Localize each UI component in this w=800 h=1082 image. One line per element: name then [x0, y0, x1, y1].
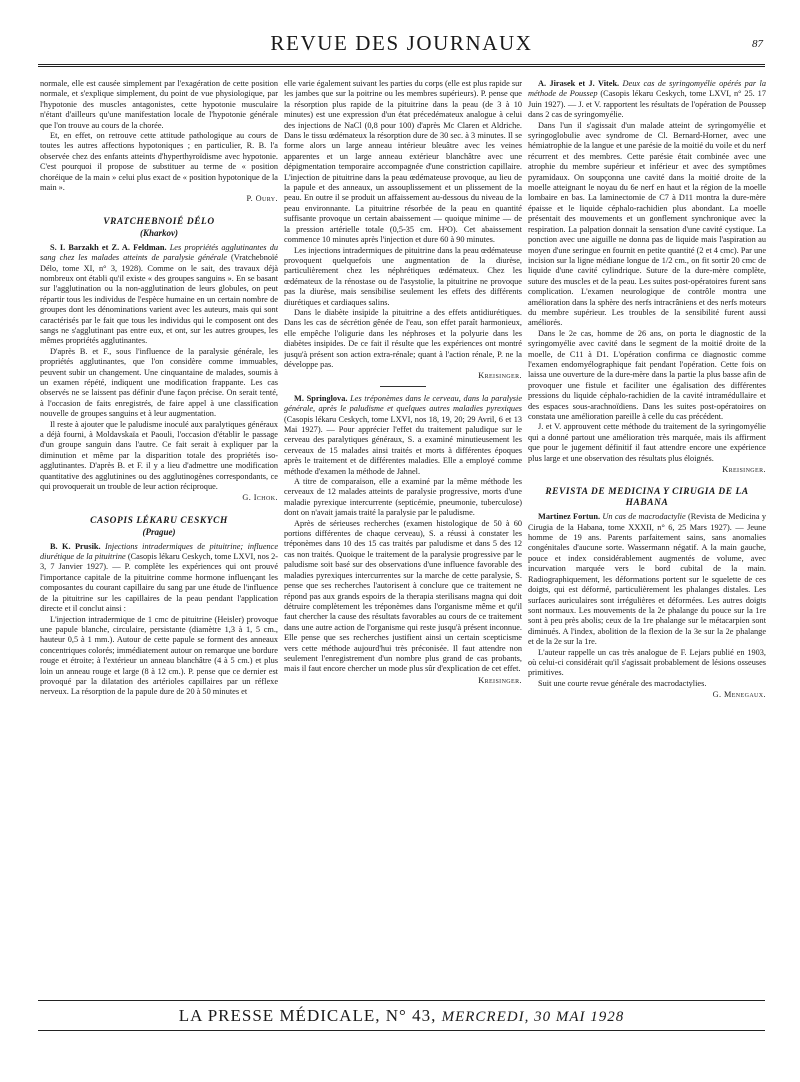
article-reference: (Revista de Medicina y Cirugia de la Habana, tome XXXII, n° 6, 25 Mars 1927). [528, 512, 766, 532]
article-body: — Pour apprécier l'effet du traitement paludique sur le cerveau des paralytiques généraux, S. a examiné minutieusement les cerveaux de 15 malades ainsi traités et morts à différentes époques après le traitement et de différentes maladies. Elle a employé comme méthode d'examen la méthode de Jahnel. [284, 425, 522, 476]
running-title: REVUE DES JOURNAUX [270, 31, 533, 55]
paragraph: elle varie également suivant les parties du corps (elle est plus rapide sur les jambes que sur la poitrine ou les membres supérieurs). P. pense que la résorption plus rapide de la pituitrine dans la peau (de 3 à 10 minutes) est une expression d'un état précedémateux analogue à celui des injections de NaCl (0,8 pour 100) d'après Mc Claren et Aldriche. Dans le tissu œdémateux la résorption dure de 30 sec. à 3 minutes. Il se forme alors un large anneau intérieur bleuâtre avec les veines apparentes et un large anneau extérieur blanchâtre avec une dépigmentation temporaire accompagnée d'une constriction capillaire. L'injection de pituitrine dans la peau œdémateuse provoque, au lieu de la papule et des anneaux, un assouplissement et un plissement de la peau. En outre il se produit un affaissement au-dessous du niveau de la peau environnante. La pituitrine résorbée de la peau en quantité suffisante provoque un certain abaissement — quoique minime — de la pression artérielle totale (0,5-35 cm. H²O). Cet abaissement commence 10 minutes après l'injection et dure 60 à 90 minutes. [284, 79, 522, 245]
column-2 [284, 79, 522, 994]
article-reference: (Vratchebnoïé Délo, tome XI, n° 3, 1928). [40, 253, 278, 273]
signature: Kreisinger. [478, 675, 522, 685]
paragraph: normale, elle est causée simplement par l'exagération de cette position normale, et s'explique simplement, du point de vue physiologique, par l'hypotonie des muscles antagonistes, cette hypotonie musculaire n'étant d'ailleurs qu'une manifestation locale de l'hypotonie générale que l'on trouve au cours de la chorée. [40, 79, 278, 130]
paragraph: Dans le 2e cas, homme de 26 ans, on porta le diagnostic de la syringomyélie avec cavité dans le segment de la moitié droite de la moelle, de C11 à D1. L'opération confirma ce diagnostic comme l'examen endomyélographique fait pendant l'opération. Cette fois on laissa une ouverture de la dure-mère dans la partie la plus basse afin de provoquer une fistule et faciliter une égalisation des différentes pressions du liquide céphalo-rachidien de la cavité intramédullaire et des espaces sous-arachnoïdiens. Dans les suites post-opératoires on constata une amélioration pareille à celle du cas précédent. [528, 328, 766, 421]
section-heading: VRATCHEBNOIÉ DÉLO [103, 216, 215, 227]
section-location: (Prague) [142, 527, 176, 538]
article-authors: M. Springlova. [294, 393, 348, 403]
signature: Kreisinger. [478, 371, 522, 381]
paragraph: Dans le diabète insipide la pituitrine a des effets antidiurétiques. Dans les cas de sécrétion gênée de l'eau, son effet paraît harmonieux, elle empêche l'oligurie dans les néphroses et la polyurie dans les diabètes insipides. De ce fait il résulte que les expériences ont montré jusqu'à présent son action extra-rénale; quant à l'action rénale, P. ne la développe pas. [284, 307, 522, 369]
paragraph: Les injections intradermiques de pituitrine dans la peau œdémateuse provoquent quelquefois une augmentation de la diurèse, particulièrement chez les néphrétiques œdémateux. Chez les œdémateux de la rénostase ou de l'asystolie, la pituitrine ne provoque pas la diurèse, mais sensibilise seulement les effets des différents diurétiques et cardiaques salins. [284, 245, 522, 307]
article-title: Un cas de macrodactylie [602, 512, 686, 522]
paragraph: J. et V. approuvent cette méthode du traitement de la syringomyélie qui a donné partout une amélioration très marquée, mais ils affirment que pour le jugement définitif il faut attendre encore une expérience plus large et une observation des résultats plus éloignés. [528, 422, 766, 463]
paragraph: D'après B. et F., sous l'influence de la paralysie générale, les propriétés agglutinantes, que l'on considère comme immuables, peuvent subir un changement. Une cinquantaine de malades, soumis à un examen répété, indiquent une modification frappante. Les cas observés ne se laissent pas définir d'une façon précise. On serait tenté, à l'occasion de faits enregistrés, de faire appel à une classification nouvelle de groupes sanguins et à leur augmentation. [40, 346, 278, 419]
section-heading: REVISTA DE MEDICINA Y CIRUGIA DE LA HABANA [545, 487, 749, 508]
paragraph: Suit une courte revue générale des macrodactylies. [538, 678, 707, 688]
page-header [38, 27, 765, 63]
article-title: Deux cas de syringomyélie opérés par la méthode de Poussep [528, 79, 766, 99]
paragraph: Après de sérieuses recherches (examen histologique de 50 à 60 portions différentes de chaque cerveau), S. a réussi à constater les tréponèmes dans 10 des 15 cas traités par paludisme et dans 5 des 12 cas non traités. Quoique le traitement de la paralysie progressive par le paludisme soit basé sur des observations d'une influence favorable des maladies pyrexiques intercurrentes sur la marche de cette paralysie, S. pense que ses recherches l'autorisent à conclure que ce traitement ne répond pas aux grands espoirs de la therapia sterilisans magna qui doit détruire complètement les tréponèmes dans l'organisme même et qu'il faut chercher la cause des résultats favorables au cours de ce traitement dans une autre action de l'organisme qui reste jusqu'à présent inconnue. Elle pense que ses recherches justifient ainsi un certain scepticisme vers cette méthode aujourd'hui très préconisée. Il faut attendre non seulement l'enregistrement d'un nombre plus grand de cas probants, mais il faut encore chercher un mode plus sûr d'explication de cet effet. [284, 518, 522, 674]
page-number: 87 [752, 38, 763, 50]
footer-rule [38, 1000, 765, 1001]
footer-line [38, 1006, 765, 1026]
footer-rule-bottom [38, 1030, 765, 1031]
paragraph: L'injection intradermique de 1 cmc de pituitrine (Heisler) provoque une papule blanche, circulaire, persistante (diamètre 1,3 à 1, 5 cm., hauteur 0,5 à 1 mm.). Autour de cette papule se forment des anneaux concentriques colorés; immédiatement autour on remarque une bordure rouge et étroite; à l'extérieur un anneau blanchâtre (4 à 5 cm.) et plus loin un anneau rouge et large (8 à 12 cm.). P. pense que ce dernier est provoqué par la dilatation des artérioles capillaires par un réflexe nerveux. La résorption de la papule dure de 20 à 50 minutes et [40, 614, 278, 697]
signature: G. Ichok. [242, 493, 278, 503]
article-reference: (Casopis lékaru Ceskych, tome LXVI, nos 18, 19, 20; 29 Avril, 6 et 13 Mai 1927). [284, 414, 522, 434]
article-title: Les tréponèmes dans le cerveau, dans la paralysie générale, après le paludisme et quelques autres maladies pyrexiques [284, 393, 522, 414]
article-reference: (Casopis lékaru Ceskych, tome LXVI, nos 2-3, 7 Janvier 1927). [40, 552, 278, 572]
column-1 [40, 79, 278, 994]
article-authors: B. K. Prusik. [50, 541, 101, 551]
article-authors: S. I. Barzakh et Z. A. Feldman. [50, 242, 167, 252]
article-abstract [40, 243, 278, 347]
article-reference: (Casopis lékaru Ceskych, tome LXVI, n° 25. 17 Juin 1927). [528, 89, 766, 109]
paragraph: L'auteur rappelle un cas très analogue de F. Lejars publié en 1903, où celui-ci considérait qu'il s'agissait probablement de lésions osseuses primitives. [528, 647, 766, 678]
signature: P. Oury. [246, 194, 278, 204]
article-title: Les propriétés agglutinantes du sang chez les malades atteints de paralysie générale [40, 242, 278, 263]
signature: Kreisinger. [722, 465, 766, 475]
article-body: — Jeune homme de 19 ans. Parents parfaitement sains, sans anomalies congénitales d'aucune sorte. Wassermann négatif. A la main gauche, pouce et index considérablement augmentés de volume, avec incurvation marquée vers le bord cubital de la main. Radiographiquement, les déformations portent sur le squelette de ces doigts, qui est déformé, particulièrement les phalanges distales. Les surfaces auriculaires sont irrégulières et déformées. Les autres doigts sont normaux. Les mouvements de la 2e phalange du pouce sur la 1re sont à peu près abolis; ceux de la 1re phalange sur le métacarpien sont diminués. A l'index, abolition de la flexion de la 3e sur la 2e phalange et de la 2e sur la 1re. [528, 522, 766, 647]
article-separator [284, 382, 522, 390]
signature: G. Menegaux. [712, 690, 766, 700]
page-footer [38, 1003, 765, 1029]
section-heading: CASOPIS LÉKARU CESKYCH [90, 515, 228, 526]
article-body: — J. et V. rapportent les résultats de l'opération de Poussep dans 2 cas de syringomyélie. [528, 99, 766, 120]
paragraph: Il reste à ajouter que le paludisme inoculé aux paralytiques généraux a déjà fourni, à Moldavskaïa et Paouli, l'occasion d'établir le passage d'un groupe sanguin dans l'autre. Ce fait serait à expliquer par la diminution et même par la disparition totale des propriétés iso-agglutinantes. D'après B. et F. il y a lieu d'admettre une modification quantitative des agglutinines ou des agglutinogènes correspondants, ce qui provoquerait un trouble de leur action réciproque. [40, 419, 278, 492]
column-3 [528, 79, 766, 994]
article-abstract [40, 542, 278, 615]
paragraph: A titre de comparaison, elle a examiné par la même méthode les cerveaux de 12 malades atteints de paralysie progressive, morts d'une maladie pyrexique intercurrente (septicémie, pneumonie, tuberculose) dont on n'avait jamais traité la paralysie par le paludisme. [284, 477, 522, 518]
footer-date: MERCREDI, 30 MAI 1928 [441, 1009, 625, 1025]
section-location: (Kharkov) [140, 228, 178, 239]
article-abstract [528, 79, 766, 121]
paragraph: Et, en effet, on retrouve cette attitude pathologique au cours de toutes les autres affections hypotoniques ; en particulier, R. B. l'a observée chez des enfants atteints d'hyperthyroïdisme avec hypotonie. C'est pourquoi il propose de substituer au terme de « position choréique de la main » celui plus exact de « position hypotonique de la main ». [40, 131, 278, 193]
article-body: — P. complète les expériences qui ont prouvé l'importance capitale de la pituitrine comme hormone influençant les composantes du courant capillaire du sang par une étude de l'influence de la pituitrine sur les capillaires de la peau pendant l'application directe et il conclut ainsi : [40, 562, 278, 614]
header-rule [38, 64, 765, 67]
article-body: Comme on le sait, des travaux déjà nombreux ont établi qu'il existe « des groupes sanguins ». En se basant sur l'agglutination ou la non-agglutination de leurs globules, on peut répartir tous les individus de l'espèce humaine en un certain nombre de groupes dont les dénominations varient avec les auteurs, mais qui sont caractérisés par le fait que tous les individus qui le composent ont des sangs ne s'agglutinant pas entre eux, et ont, sur les autres groupes, les mêmes propriétés agglutinantes. [40, 263, 278, 346]
footer-journal: LA PRESSE MÉDICALE, N° 43, [178, 1006, 437, 1025]
paragraph: Dans l'un il s'agissait d'un malade atteint de syringomyélie et syringoglobulie avec syndrome de Cl. Bernard-Horner, avec une hémiatrophie de la langue et une parésie de la moitié du voile et du nerf récurrent et des membres. Cette parésie était combinée avec une atrophie du membre supérieur et inférieur et avec des symptômes pyramidaux. On soupçonna une cavité dans la moitié droite de la moelle atteignant le noyau du 6e nerf en haut et la région de la moelle lombaire en bas. La laminectomie de C7 à D11 montra la dure-mère épaisse et le liquide céphalo-rachidien plus abondant. La moelle présentait des mouvements et un gonflement synchronique avec la respiration. La palpation donnait la sensation d'une cavité cystique. La ponction avec une aiguille ne donna pas de liquide mais l'aspiration au moyen d'une seringue en fournit en petite quantité (2 et 4 cmc). Par une incision sur la ligne médiane longue de 1/2 cm., on fit sortir 20 cmc de liquide d'une cavité cylindrique. Suture de la dure-mère complète, suture des muscles et de la peau. Les suites post-opératoires furent sans complication. L'examen neurologique de contrôle montra une amélioration dans la sphère des nerfs intracrâniens et des nerfs moteurs du membre supérieur. Les troubles de la sensibilité furent aussi améliorés. [528, 120, 766, 328]
article-authors: A. Jirasek et J. Vitek. [538, 79, 620, 88]
article-title: Injections intradermiques de pituitrine; influence diurétique de la pituitrine [40, 541, 278, 562]
article-abstract [528, 512, 766, 647]
article-abstract [284, 394, 522, 477]
article-authors: Martinez Fortun. [538, 512, 601, 522]
